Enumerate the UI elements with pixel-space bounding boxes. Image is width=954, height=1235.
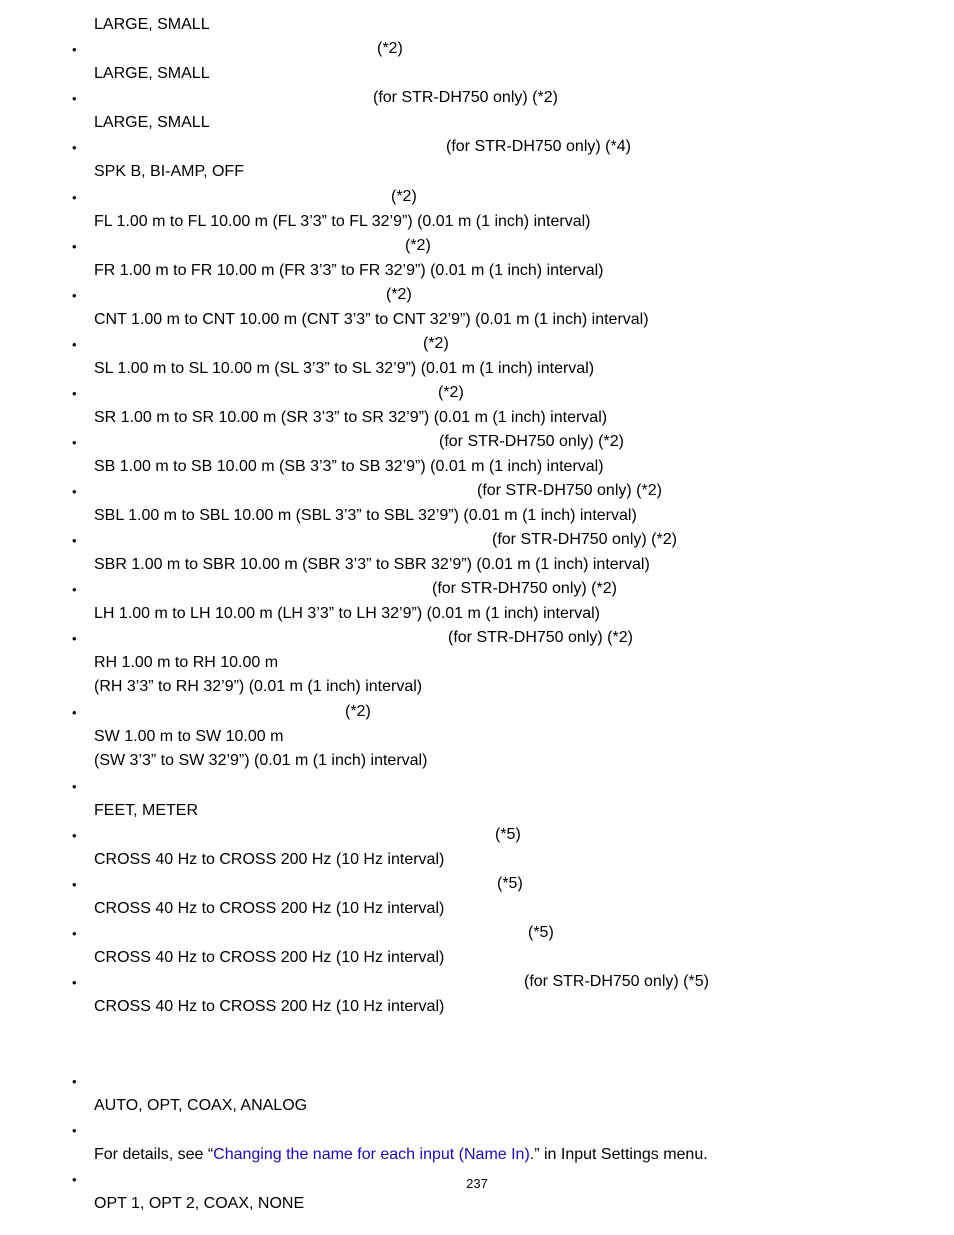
item-note: (*2) (377, 40, 403, 57)
details-line (94, 1146, 708, 1164)
item-note: (for STR-DH750 only) (*2) (477, 482, 662, 499)
value-line: SBR 1.00 m to SBR 10.00 m (SBR 3’3” to SBR 32’9”) (0.01 m (1 inch) interval) (94, 555, 650, 573)
bullet: • (72, 337, 77, 352)
value-line: CNT 1.00 m to CNT 10.00 m (CNT 3’3” to CNT 32’9”) (0.01 m (1 inch) interval) (94, 310, 649, 328)
bullet: • (72, 42, 77, 57)
item-note: (for STR-DH750 only) (*2) (373, 89, 558, 106)
item-note: (*5) (497, 875, 523, 892)
item-note: (*2) (405, 237, 431, 254)
bullet: • (72, 926, 77, 941)
item-note: (*2) (391, 188, 417, 205)
bullet: • (72, 484, 77, 499)
bullet: • (72, 533, 77, 548)
value-line: CROSS 40 Hz to CROSS 200 Hz (10 Hz interval) (94, 899, 445, 917)
item-note: (*2) (345, 703, 371, 720)
value-line: (RH 3’3” to RH 32’9”) (0.01 m (1 inch) interval) (94, 678, 423, 695)
value-line: FEET, METER (94, 801, 199, 819)
value-line: AUTO, OPT, COAX, ANALOG (94, 1096, 308, 1114)
item-note: (*2) (423, 335, 449, 352)
value-line: LARGE, SMALL (94, 64, 210, 82)
bullet: • (72, 239, 77, 254)
bullet: • (72, 975, 77, 990)
value-line: SR 1.00 m to SR 10.00 m (SR 3’3” to SR 32’9”) (0.01 m (1 inch) interval) (94, 408, 608, 426)
value-line: CROSS 40 Hz to CROSS 200 Hz (10 Hz interval) (94, 948, 445, 966)
value-line: RH 1.00 m to RH 10.00 m (94, 653, 279, 671)
page-number: 237 (466, 1176, 488, 1191)
value-line: SPK B, BI-AMP, OFF (94, 162, 244, 180)
item-note: (*5) (495, 826, 521, 843)
bullet: • (72, 877, 77, 892)
bullet: • (72, 1074, 77, 1089)
bullet: • (72, 779, 77, 794)
bullet: • (72, 91, 77, 106)
bullet: • (72, 288, 77, 303)
value-line: SBL 1.00 m to SBL 10.00 m (SBL 3’3” to SBL 32’9”) (0.01 m (1 inch) interval) (94, 506, 637, 524)
bullet: • (72, 435, 77, 450)
item-note: (*2) (386, 286, 412, 303)
value-line: FR 1.00 m to FR 10.00 m (FR 3’3” to FR 32’9”) (0.01 m (1 inch) interval) (94, 261, 604, 279)
value-line: SW 1.00 m to SW 10.00 m (94, 727, 284, 745)
bullet: • (72, 705, 77, 720)
value-line: FL 1.00 m to FL 10.00 m (FL 3’3” to FL 32’9”) (0.01 m (1 inch) interval) (94, 212, 591, 230)
item-note: (for STR-DH750 only) (*2) (432, 580, 617, 597)
value-line: LARGE, SMALL (94, 16, 210, 33)
details-prefix: For details, see “ (94, 1145, 214, 1163)
bullet: • (72, 190, 77, 205)
bullet: • (72, 631, 77, 646)
value-line: CROSS 40 Hz to CROSS 200 Hz (10 Hz interval) (94, 850, 445, 868)
item-note: (*2) (438, 384, 464, 401)
item-note: (for STR-DH750 only) (*2) (448, 629, 633, 646)
name-in-link[interactable]: Changing the name for each input (Name In) (213, 1145, 530, 1163)
bullet: • (72, 1172, 77, 1187)
item-note: (for STR-DH750 only) (*4) (446, 138, 631, 155)
bullet: • (72, 386, 77, 401)
value-line: SB 1.00 m to SB 10.00 m (SB 3’3” to SB 32’9”) (0.01 m (1 inch) interval) (94, 457, 604, 475)
item-note: (for STR-DH750 only) (*5) (524, 973, 709, 990)
item-note: (for STR-DH750 only) (*2) (492, 531, 677, 548)
value-line: LARGE, SMALL (94, 113, 210, 131)
bullet: • (72, 828, 77, 843)
value-line: LH 1.00 m to LH 10.00 m (LH 3’3” to LH 32’9”) (0.01 m (1 inch) interval) (94, 604, 600, 622)
value-line: OPT 1, OPT 2, COAX, NONE (94, 1194, 305, 1212)
details-suffix: .” in Input Settings menu. (529, 1145, 708, 1163)
bullet: • (72, 582, 77, 597)
value-line: SL 1.00 m to SL 10.00 m (SL 3’3” to SL 32’9”) (0.01 m (1 inch) interval) (94, 359, 595, 377)
value-line: (SW 3’3” to SW 32’9”) (0.01 m (1 inch) interval) (94, 752, 428, 769)
item-note: (for STR-DH750 only) (*2) (439, 433, 624, 450)
value-line: CROSS 40 Hz to CROSS 200 Hz (10 Hz interval) (94, 997, 445, 1015)
bullet: • (72, 1123, 77, 1138)
bullet: • (72, 140, 77, 155)
item-note: (*5) (528, 924, 554, 941)
